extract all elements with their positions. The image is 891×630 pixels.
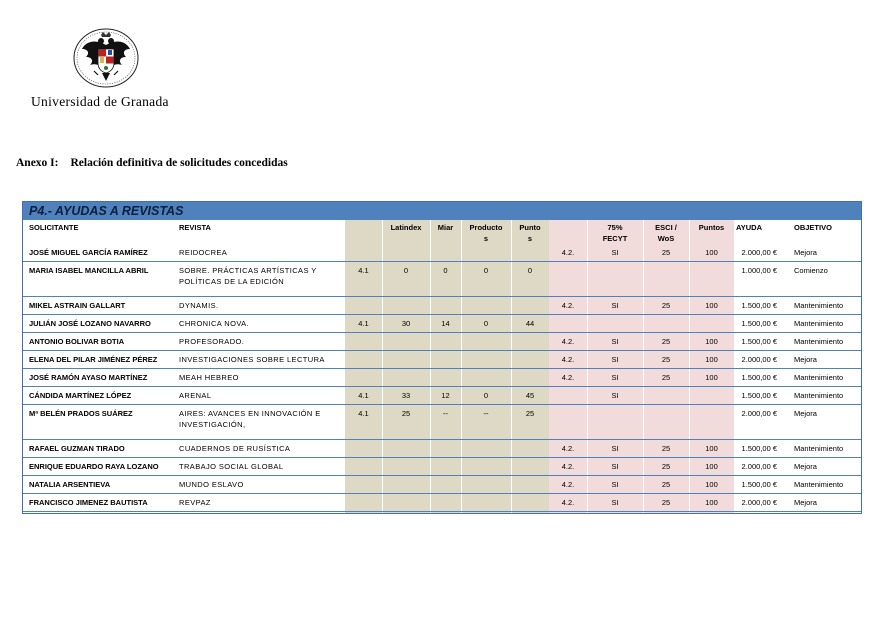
cell-objetivo: Mantenimiento bbox=[794, 391, 844, 400]
cell-esci-wos: 25 bbox=[661, 248, 671, 257]
cell-puntos-latindex: 45 bbox=[525, 391, 535, 400]
cell-revista: REIDOCREA bbox=[179, 248, 228, 257]
cell-revista: INVESTIGACIONES SOBRE LECTURA bbox=[179, 355, 325, 364]
cell-fecyt: SI bbox=[611, 337, 619, 346]
cell-miar: 12 bbox=[441, 391, 450, 400]
cell-solicitante: MIKEL ASTRAIN GALLART bbox=[29, 301, 126, 310]
table-row bbox=[23, 494, 861, 512]
cell-objetivo: Mantenimiento bbox=[794, 319, 844, 328]
cell-fecyt: SI bbox=[611, 444, 619, 453]
cell-esci-wos: 25 bbox=[661, 301, 671, 310]
cell-ayuda: 1.500,00 € bbox=[741, 337, 777, 346]
cell-solicitante: JOSÉ RAMÓN AYASO MARTÍNEZ bbox=[29, 373, 148, 382]
annex-title: Relación definitiva de solicitudes concedidas bbox=[70, 157, 288, 169]
cell-ayuda: 2.000,00 € bbox=[741, 355, 777, 364]
table-row bbox=[23, 476, 861, 494]
cell-solicitante: MARIA ISABEL MANCILLA ABRIL bbox=[29, 266, 149, 275]
cell-esci-wos: 25 bbox=[661, 337, 671, 346]
cell-productos: 0 bbox=[483, 319, 489, 328]
grants-table bbox=[22, 201, 862, 514]
cell-revista: SOBRE. PRÁCTICAS ARTÍSTICAS Y POLÍTICAS DE LA EDICIÓN bbox=[179, 266, 317, 286]
cell-objetivo: Mantenimiento bbox=[794, 373, 844, 382]
cell-revista: DYNAMIS. bbox=[179, 301, 219, 310]
cell-latindex: 0 bbox=[403, 266, 409, 275]
table-row bbox=[23, 458, 861, 476]
cell-fecyt: SI bbox=[611, 301, 619, 310]
cell-fecyt: SI bbox=[611, 462, 619, 471]
header-productos: Producto s bbox=[469, 223, 503, 243]
cell-group-fecyt: 4.2. bbox=[561, 248, 575, 257]
cell-latindex: 25 bbox=[401, 409, 411, 418]
table-row bbox=[23, 333, 861, 351]
cell-puntos: 100 bbox=[705, 373, 718, 382]
cell-ayuda: 2.000,00 € bbox=[741, 409, 777, 418]
table-row bbox=[23, 369, 861, 387]
cell-revista: CHRONICA NOVA. bbox=[179, 319, 250, 328]
cell-puntos: 100 bbox=[705, 444, 718, 453]
cell-esci-wos: 25 bbox=[661, 498, 671, 507]
cell-objetivo: Comienzo bbox=[794, 266, 828, 275]
cell-ayuda: 1.500,00 € bbox=[741, 391, 777, 400]
table-row bbox=[23, 244, 861, 262]
cell-group-latindex: 4.1 bbox=[358, 319, 369, 328]
cell-fecyt: SI bbox=[611, 355, 619, 364]
cell-objetivo: Mejora bbox=[794, 409, 817, 418]
cell-solicitante: JULIÁN JOSÉ LOZANO NAVARRO bbox=[29, 319, 151, 328]
cell-ayuda: 1.500,00 € bbox=[741, 373, 777, 382]
header-esci-wos: ESCI / WoS bbox=[655, 223, 677, 243]
cell-fecyt: SI bbox=[611, 373, 619, 382]
header-puntos: Puntos bbox=[698, 223, 725, 232]
cell-ayuda: 1.500,00 € bbox=[741, 480, 777, 489]
table-row bbox=[23, 351, 861, 369]
cell-solicitante: Mª BELÉN PRADOS SUÁREZ bbox=[29, 409, 133, 418]
cell-puntos: 100 bbox=[705, 301, 718, 310]
cell-revista: TRABAJO SOCIAL GLOBAL bbox=[179, 462, 284, 471]
cell-group-latindex: 4.1 bbox=[358, 391, 369, 400]
cell-group-fecyt: 4.2. bbox=[561, 444, 575, 453]
table-row bbox=[23, 440, 861, 458]
header-puntos-latindex: Punto s bbox=[519, 223, 541, 243]
cell-objetivo: Mantenimiento bbox=[794, 444, 844, 453]
cell-objetivo: Mejora bbox=[794, 498, 817, 507]
table-title: P4.- AYUDAS A REVISTAS bbox=[23, 202, 861, 220]
cell-puntos: 100 bbox=[705, 355, 718, 364]
cell-miar: 0 bbox=[443, 266, 448, 275]
cell-esci-wos: 25 bbox=[661, 373, 671, 382]
cell-revista: PROFESORADO. bbox=[179, 337, 245, 346]
cell-ayuda: 2.000,00 € bbox=[741, 248, 777, 257]
cell-latindex: 30 bbox=[401, 319, 411, 328]
cell-ayuda: 2.000,00 € bbox=[741, 498, 777, 507]
cell-fecyt: SI bbox=[611, 480, 619, 489]
cell-esci-wos: 25 bbox=[661, 355, 671, 364]
cell-group-fecyt: 4.2. bbox=[561, 373, 575, 382]
cell-revista: REVPAZ bbox=[179, 498, 211, 507]
cell-objetivo: Mantenimiento bbox=[794, 337, 844, 346]
cell-puntos: 100 bbox=[705, 480, 718, 489]
cell-group-fecyt: 4.2. bbox=[561, 480, 575, 489]
cell-revista: AIRES: AVANCES EN INNOVACIÓN E INVESTIGACIÓN, bbox=[179, 409, 321, 429]
cell-esci-wos: 25 bbox=[661, 444, 671, 453]
cell-solicitante: ENRIQUE EDUARDO RAYA LOZANO bbox=[29, 462, 159, 471]
table-row bbox=[23, 315, 861, 333]
cell-group-latindex: 4.1 bbox=[358, 266, 369, 275]
cell-revista: MEAH HEBREO bbox=[179, 373, 239, 382]
cell-solicitante: ANTONIO BOLIVAR BOTIA bbox=[29, 337, 125, 346]
table-row bbox=[23, 297, 861, 315]
cell-group-fecyt: 4.2. bbox=[561, 462, 575, 471]
cell-solicitante: FRANCISCO JIMENEZ BAUTISTA bbox=[29, 498, 148, 507]
cell-esci-wos: 25 bbox=[661, 462, 671, 471]
cell-productos: 0 bbox=[483, 266, 489, 275]
cell-group-fecyt: 4.2. bbox=[561, 355, 575, 364]
cell-ayuda: 1.500,00 € bbox=[741, 444, 777, 453]
cell-group-fecyt: 4.2. bbox=[561, 498, 575, 507]
university-crest-logo bbox=[72, 27, 140, 89]
cell-fecyt: SI bbox=[611, 248, 619, 257]
cell-solicitante: JOSÉ MIGUEL GARCÍA RAMÍREZ bbox=[29, 248, 148, 257]
table-row bbox=[23, 262, 861, 297]
cell-puntos: 100 bbox=[705, 498, 718, 507]
cell-solicitante: CÁNDIDA MARTÍNEZ LÓPEZ bbox=[29, 391, 132, 400]
annex-label: Anexo I: bbox=[16, 157, 59, 169]
cell-ayuda: 1.500,00 € bbox=[741, 301, 777, 310]
header-latindex: Latindex bbox=[390, 223, 422, 232]
cell-solicitante: ELENA DEL PILAR JIMÉNEZ PÉREZ bbox=[29, 355, 158, 364]
cell-fecyt: SI bbox=[611, 498, 619, 507]
cell-objetivo: Mejora bbox=[794, 462, 817, 471]
header-miar: Miar bbox=[437, 223, 454, 232]
university-name: Universidad de Granada bbox=[31, 94, 169, 109]
cell-miar: -- bbox=[443, 409, 448, 418]
cell-productos: 0 bbox=[483, 391, 489, 400]
annex-heading bbox=[16, 157, 288, 169]
cell-puntos-latindex: 0 bbox=[527, 266, 533, 275]
header-ayuda: AYUDA bbox=[736, 223, 762, 232]
cell-revista: ARENAL bbox=[179, 391, 212, 400]
cell-solicitante: NATALIA ARSENTIEVA bbox=[29, 480, 111, 489]
cell-puntos: 100 bbox=[705, 462, 718, 471]
cell-objetivo: Mantenimiento bbox=[794, 301, 844, 310]
cell-puntos: 100 bbox=[705, 337, 718, 346]
cell-revista: MUNDO ESLAVO bbox=[179, 480, 244, 489]
cell-group-fecyt: 4.2. bbox=[561, 301, 575, 310]
cell-objetivo: Mantenimiento bbox=[794, 480, 844, 489]
cell-revista: CUADERNOS DE RUSÍSTICA bbox=[179, 444, 291, 453]
cell-productos: -- bbox=[483, 409, 489, 418]
cell-fecyt: SI bbox=[611, 391, 619, 400]
cell-miar: 14 bbox=[441, 319, 450, 328]
table-row bbox=[23, 405, 861, 440]
header-revista: REVISTA bbox=[179, 223, 211, 232]
cell-objetivo: Mejora bbox=[794, 248, 817, 257]
cell-objetivo: Mejora bbox=[794, 355, 817, 364]
cell-esci-wos: 25 bbox=[661, 480, 671, 489]
header-objetivo: OBJETIVO bbox=[794, 223, 832, 232]
cell-puntos-latindex: 44 bbox=[525, 319, 535, 328]
cell-ayuda: 1.000,00 € bbox=[741, 266, 777, 275]
cell-ayuda: 2.000,00 € bbox=[741, 462, 777, 471]
cell-group-latindex: 4.1 bbox=[358, 409, 369, 418]
cell-group-fecyt: 4.2. bbox=[561, 337, 575, 346]
cell-puntos-latindex: 25 bbox=[525, 409, 535, 418]
cell-latindex: 33 bbox=[401, 391, 411, 400]
header-solicitante: SOLICITANTE bbox=[29, 223, 79, 232]
cell-ayuda: 1.500,00 € bbox=[741, 319, 777, 328]
cell-solicitante: RAFAEL GUZMAN TIRADO bbox=[29, 444, 125, 453]
table-row bbox=[23, 387, 861, 405]
header-fecyt: 75% FECYT bbox=[602, 223, 628, 243]
cell-puntos: 100 bbox=[705, 248, 718, 257]
